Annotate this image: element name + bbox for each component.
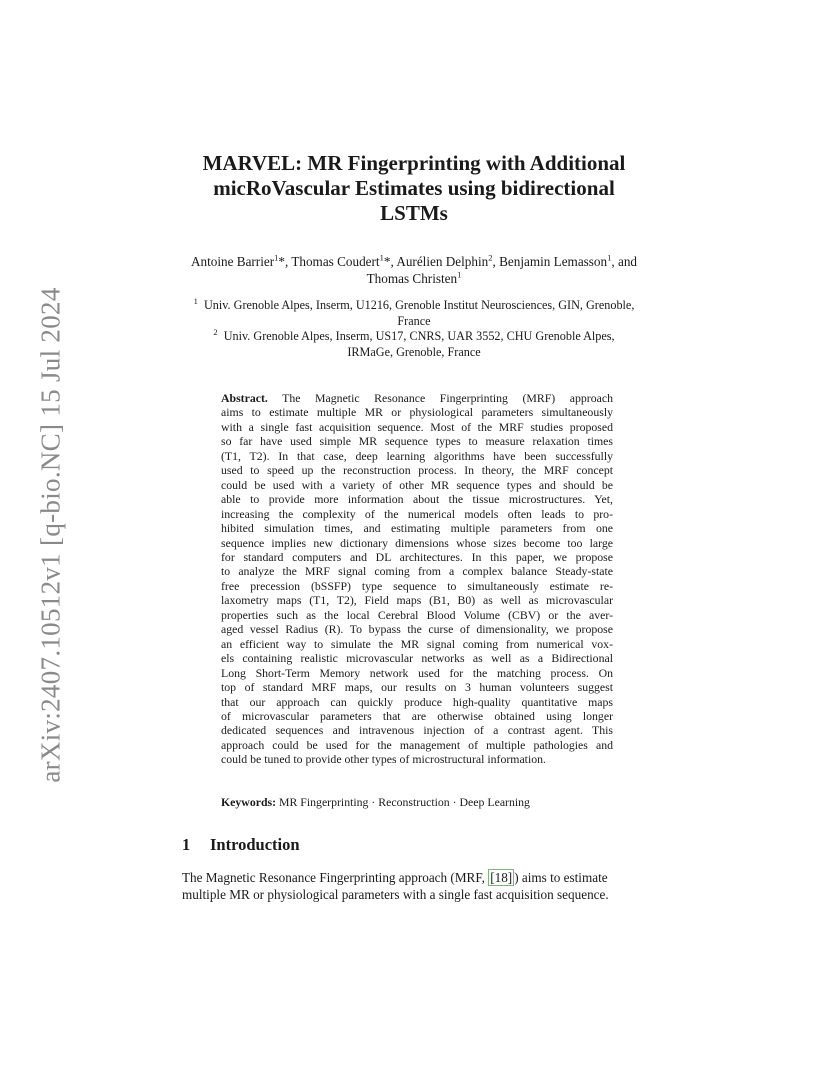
abstract-line: Long Short-Term Memory network used for the matching process. On: [221, 665, 613, 680]
citation-link[interactable]: [18]: [490, 870, 513, 885]
abstract-line: to analyze the MRF signal coming from a complex balance Steady-state: [221, 564, 613, 579]
author-separator: ,: [390, 254, 397, 269]
abstract-line: that our approach can quickly produce high-quality quantitative maps: [221, 694, 613, 709]
abstract-line: could be tuned to provide other types of microstructural information.: [221, 752, 546, 767]
abstract-line: with a single fast acquisition sequence. Most of the MRF studies proposed: [221, 419, 613, 434]
author-separator: ,: [492, 254, 500, 269]
abstract-line: dedicated sequences and intravenous injection of a contrast agent. This: [221, 723, 613, 738]
author-name: Thomas Coudert: [291, 254, 380, 269]
equal-contribution-mark: *: [383, 254, 391, 269]
arxiv-identifier-stamp: arXiv:2407.10512v1 [q-bio.NC] 15 Jul 2024: [35, 287, 66, 783]
abstract-line: for standard computers and DL architectures. In this paper, we propose: [221, 549, 613, 564]
section-title: Introduction: [210, 835, 300, 854]
title-line: MARVEL: MR Fingerprinting with Additional: [202, 151, 626, 175]
section-number: 1: [182, 835, 191, 854]
abstract-line: of microvascular parameters that are otherwise obtained using longer: [221, 708, 613, 723]
affiliation-list: [190, 295, 638, 360]
body-text-segment: ) aims to estimate: [514, 870, 608, 885]
abstract-line: sequence implies new dictionary dimensions whose sizes become too large: [221, 535, 613, 550]
author-affiliation-mark: 1: [274, 252, 279, 263]
abstract-label: Abstract.: [221, 391, 268, 405]
author-name: Aurélien Delphin: [396, 254, 489, 269]
author-affiliation-mark: 1: [457, 269, 462, 280]
abstract-line: approach could be used for the management of multiple pathologies and: [221, 737, 613, 752]
author-affiliation-mark: 1: [379, 252, 384, 263]
abstract-line: hibited simulation times, and estimating multiple parameters from one: [221, 521, 613, 536]
keywords-text: MR Fingerprinting · Reconstruction · Deep Learning: [276, 795, 530, 809]
introduction-paragraph: [182, 869, 652, 903]
body-line: multiple MR or physiological parameters with a single fast acquisition sequence.: [182, 887, 609, 902]
author-name: Antoine Barrier: [190, 254, 275, 269]
abstract-line: free precession (bSSFP) type sequence to simultaneously estimate re-: [221, 578, 613, 593]
author-separator: ,: [284, 254, 292, 269]
author-separator: , and: [611, 254, 638, 269]
abstract-line: aims to estimate multiple MR or physiological parameters simultaneously: [221, 405, 613, 420]
author-name: Thomas Christen: [366, 271, 458, 286]
section-heading-introduction: [182, 835, 300, 855]
abstract-line: so far have used simple MR sequence types to measure relaxation times: [221, 434, 613, 449]
equal-contribution-mark: *: [278, 254, 285, 269]
abstract-line: used to speed up the reconstruction process. In theory, the MRF concept: [221, 463, 613, 478]
author-affiliation-mark: 2: [488, 252, 493, 263]
abstract-line: top of standard MRF maps, our results on 3 human volunteers suggest: [221, 680, 613, 695]
abstract-line: able to provide more information about the tissue microstructures. Yet,: [221, 492, 613, 507]
title-line: LSTMs: [380, 201, 448, 225]
abstract-line: increasing the complexity of the numerical models often leads to pro-: [221, 506, 613, 521]
affiliation-item: [190, 326, 638, 360]
author-list: [190, 253, 638, 287]
body-text-segment: The Magnetic Resonance Fingerprinting approach (MRF,: [182, 870, 489, 885]
abstract-line: els containing realistic microvascular networks as well as a Bidirectional: [221, 651, 613, 666]
abstract-line: could be used with a variety of other MR sequence types and should be: [221, 477, 613, 492]
affiliation-number: 2: [213, 326, 218, 337]
abstract-line: [221, 391, 613, 405]
abstract: [221, 391, 613, 767]
author-name: Benjamin Lemasson: [499, 254, 608, 269]
keywords: [221, 795, 613, 809]
body-line: [182, 869, 652, 886]
author-affiliation-mark: 1: [607, 252, 612, 263]
abstract-line-text: The Magnetic Resonance Fingerprinting (MRF) approach: [267, 391, 613, 405]
affiliation-item: [190, 295, 638, 329]
keywords-label: Keywords:: [221, 795, 277, 809]
abstract-line: laxometry maps (T1, T2), Field maps (B1, B0) as well as microvascular: [221, 593, 613, 608]
abstract-line: aged vessel Radius (R). To bypass the curse of dimensionality, we propose: [221, 622, 613, 637]
affiliation-number: 1: [193, 295, 198, 306]
paper-title: [170, 151, 658, 226]
affiliation-text: Univ. Grenoble Alpes, Inserm, U1216, Grenoble Institut Neurosciences, GIN, Grenoble, France: [203, 298, 635, 328]
affiliation-text: Univ. Grenoble Alpes, Inserm, US17, CNRS, UAR 3552, CHU Grenoble Alpes, IRMaGe, Grenoble, France: [223, 329, 615, 359]
title-line: micRoVascular Estimates using bidirectional: [213, 176, 615, 200]
abstract-line: (T1, T2). In that case, deep learning algorithms have been successfully: [221, 448, 613, 463]
abstract-line: an efficient way to simulate the MR signal coming from numerical vox-: [221, 636, 613, 651]
abstract-line: properties such as the local Cerebral Blood Volume (CBV) or the aver-: [221, 607, 613, 622]
